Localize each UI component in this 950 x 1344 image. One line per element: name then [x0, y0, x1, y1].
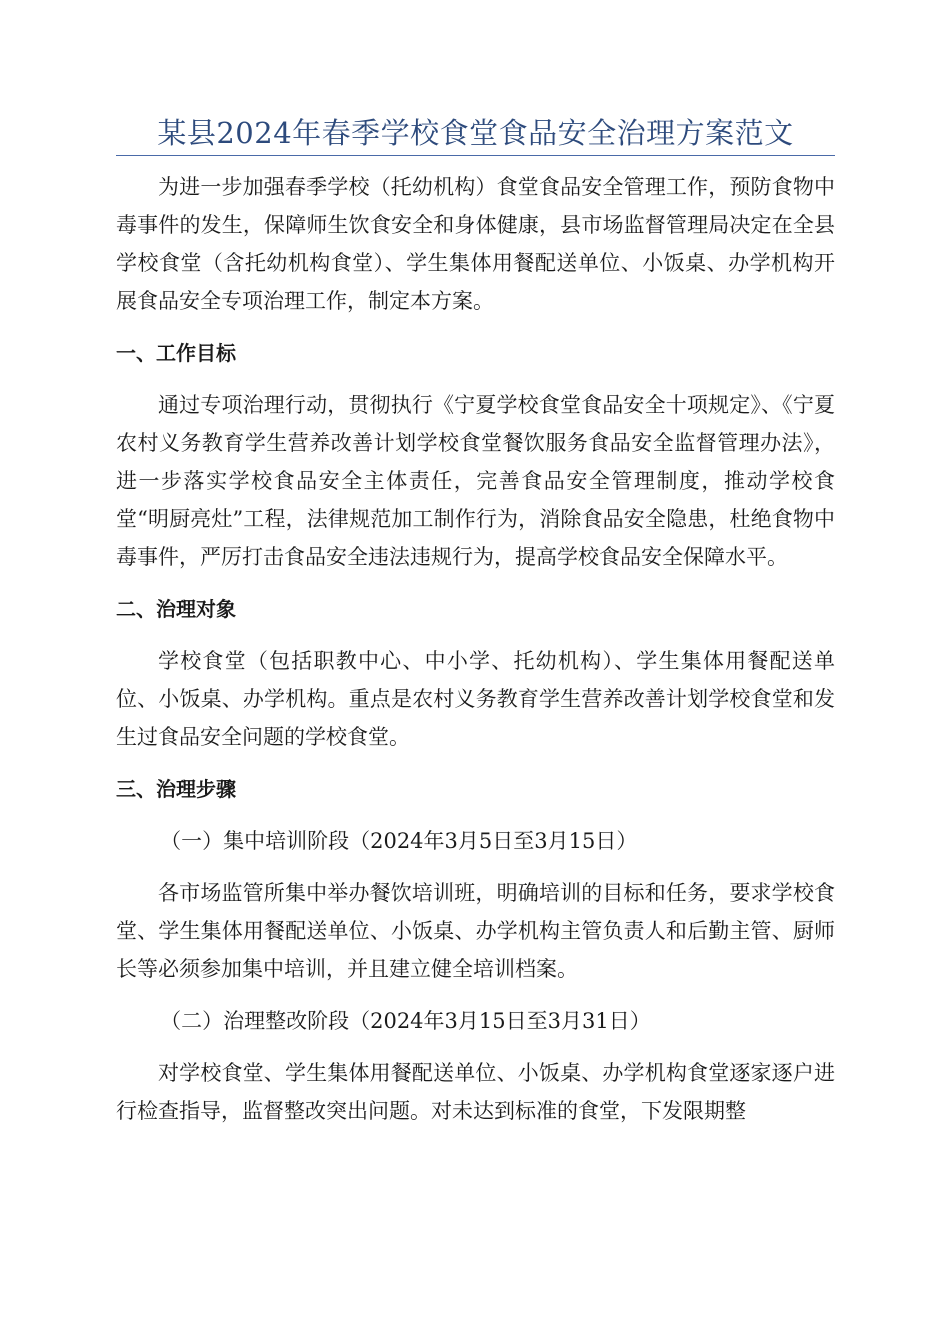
section-heading-goals: 一、工作目标 — [116, 341, 236, 365]
subsection-heading-rectification: （二）治理整改阶段（2024年3月15日至3月31日） — [160, 1009, 651, 1033]
intro-paragraph: 为进一步加强春季学校（托幼机构）食堂食品安全管理工作，预防食物中毒事件的发生，保障师生饮食安全和身体健康，县市场监督管理局决定在全县学校食堂（含托幼机构食堂）、学生集体用餐配送单位、小饭桌、办学机构开展食品安全专项治理工作，制定本方案。 — [116, 175, 835, 313]
subsection-heading-training: （一）集中培训阶段（2024年3月5日至3月15日） — [160, 829, 638, 853]
subsection-paragraph-rectification: 对学校食堂、学生集体用餐配送单位、小饭桌、办学机构食堂逐家逐户进行检查指导，监督整改突出问题。对未达到标准的食堂，下发限期整 — [116, 1061, 835, 1123]
section-heading-targets: 二、治理对象 — [116, 597, 236, 621]
document-body — [116, 168, 835, 1130]
document-title: 某县2024年春季学校食堂食品安全治理方案范文 — [157, 116, 794, 150]
section-paragraph-goals: 通过专项治理行动，贯彻执行《宁夏学校食堂食品安全十项规定》、《宁夏农村义务教育学生营养改善计划学校食堂餐饮服务食品安全监督管理办法》，进一步落实学校食品安全主体责任，完善食品安全管理制度，推动学校食堂“明厨亮灶”工程，法律规范加工制作行为，消除食品安全隐患，杜绝食物中毒事件，严厉打击食品安全违法违规行为，提高学校食品安全保障水平。 — [116, 393, 835, 569]
subsection-paragraph-training: 各市场监管所集中举办餐饮培训班，明确培训的目标和任务，要求学校食堂、学生集体用餐配送单位、小饭桌、办学机构主管负责人和后勤主管、厨师长等必须参加集中培训，并且建立健全培训档案。 — [116, 881, 835, 981]
section-paragraph-targets: 学校食堂（包括职教中心、中小学、托幼机构）、学生集体用餐配送单位、小饭桌、办学机构。重点是农村义务教育学生营养改善计划学校食堂和发生过食品安全问题的学校食堂。 — [116, 649, 835, 749]
title-underline — [116, 155, 835, 156]
section-heading-steps: 三、治理步骤 — [116, 777, 236, 801]
